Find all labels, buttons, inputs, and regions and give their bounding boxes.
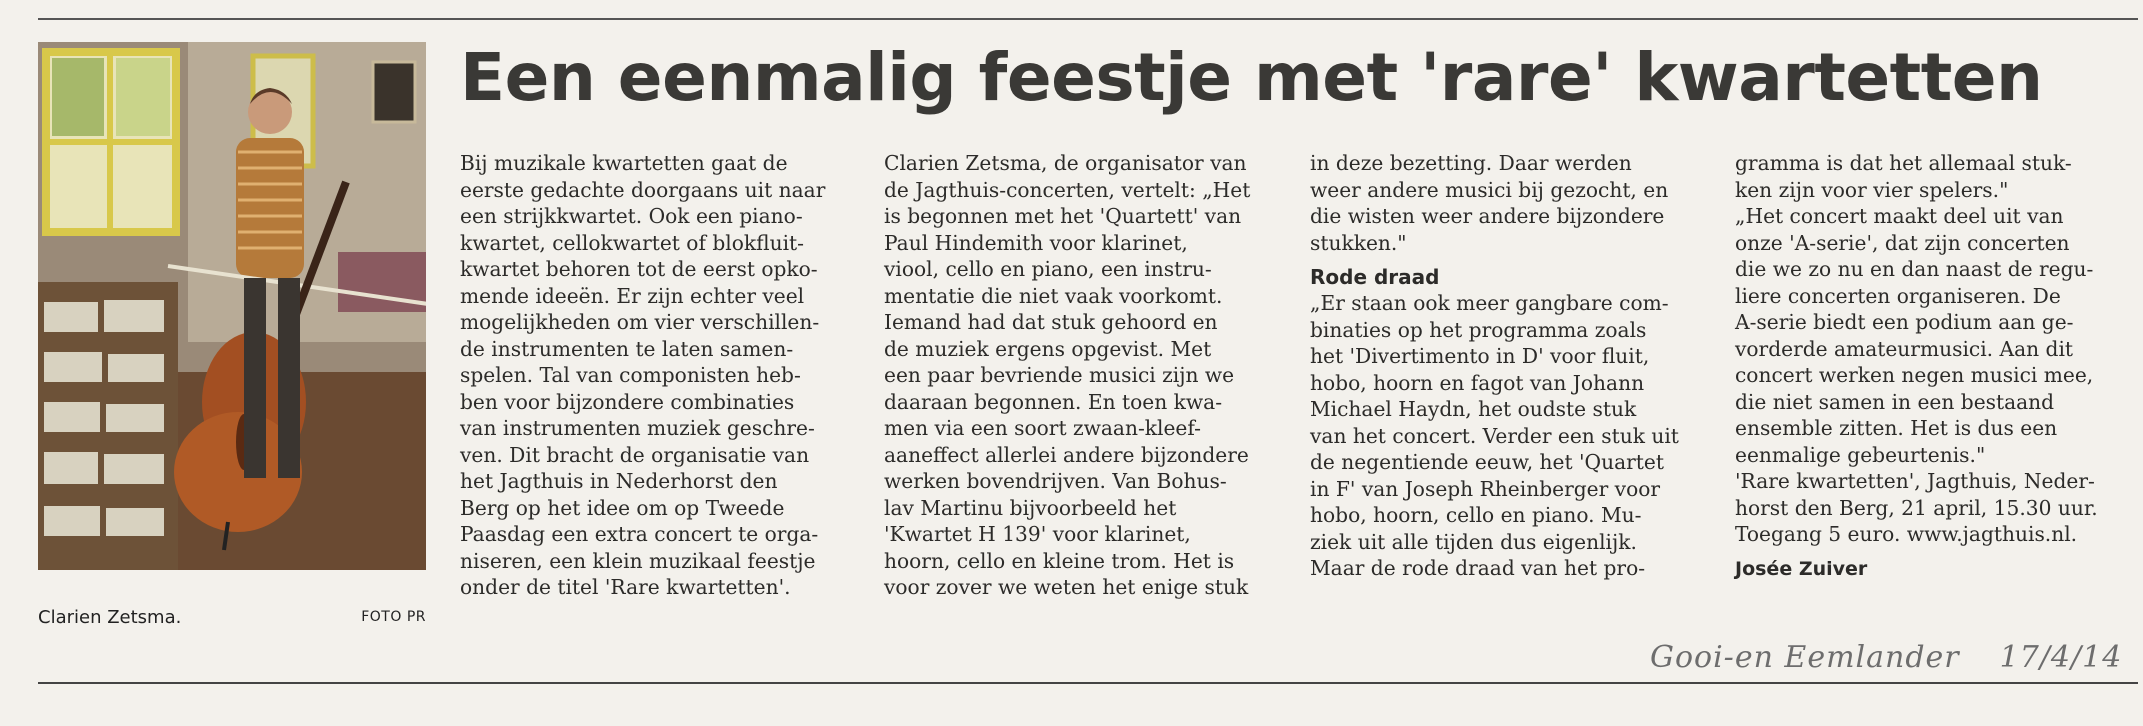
photo-caption [38,607,426,631]
text-line: ben voor bijzondere combinaties [460,389,795,414]
text-line: ensemble zitten. Het is dus een [1735,416,2058,440]
text-line: Maar de rode draad van het pro- [1310,556,1646,580]
text-line: mentatie die niet vaak voorkomt. [884,283,1223,308]
article-column-1 [460,150,865,601]
text-line: hoorn, cello en kleine trom. Het is [884,548,1235,573]
text-line: binaties op het programma zoals [1310,317,1647,342]
cellist-illustration [38,42,426,570]
text-line: in F' van Joseph Rheinberger voor [1310,476,1661,501]
text-line: Iemand had dat stuk gehoord en [884,310,1218,334]
text-line: kwartet, cellokwartet of blokfluit- [460,230,804,255]
text-line: Clarien Zetsma, de organisator van [884,151,1247,175]
article-author: Josée Zuiver [1735,557,1868,580]
text-line: „Het concert maakt deel uit van [1735,204,2064,228]
handwritten-date: 17/4/14 [1999,640,2123,675]
article-column-3 [1310,150,1715,582]
text-line: de Jagthuis-concerten, vertelt: „Het [884,177,1251,202]
text-line: hobo, hoorn en fagot van Johann [1310,370,1645,395]
text-line: onze 'A-serie', dat zijn concerten [1735,230,2070,255]
article-column-2 [884,150,1289,601]
text-line: een strijkkwartet. Ook een piano- [460,204,803,228]
text-line: hobo, hoorn, cello en piano. Mu- [1310,503,1642,527]
article-column-4 [1735,150,2140,582]
text-line: eenmalige gebeurtenis." [1735,442,1986,467]
text-line: ziek uit alle tijden dus eigenlijk. [1310,529,1637,554]
text-line: kwartet behoren tot de eerst opko- [460,257,818,281]
text-line: 'Rare kwartetten', Jagthuis, Neder- [1735,469,2095,493]
text-line: in deze bezetting. Daar werden [1310,151,1632,175]
text-line: lav Martinu bijvoorbeeld het [884,495,1177,520]
text-line: men via een soort zwaan-kleef- [884,416,1201,440]
article-photo [38,42,426,570]
text-line: de negentiende eeuw, het 'Quartet [1310,450,1664,474]
text-line: mende ideeën. Er zijn echter veel [460,283,805,308]
text-line: die we zo nu en dan naast de regu- [1735,257,2094,281]
text-line: weer andere musici bij gezocht, en [1310,177,1669,202]
section-subhead: Rode draad [1310,265,1440,289]
text-line: „Er staan ook meer gangbare com- [1310,291,1669,315]
text-line: niseren, een klein muzikaal feestje [460,548,816,573]
text-line: Michael Haydn, het oudste stuk [1310,397,1637,421]
text-line: liere concerten organiseren. De [1735,283,2061,308]
text-line: van instrumenten muziek geschre- [460,416,815,440]
text-line: Paasdag een extra concert te orga- [460,522,819,546]
text-line: concert werken negen musici mee, [1735,363,2094,387]
text-line: van het concert. Verder een stuk uit [1310,423,1679,448]
text-line: het 'Divertimento in D' voor fluit, [1310,344,1650,368]
text-line: Toegang 5 euro. www.jagthuis.nl. [1735,522,2078,546]
text-line: Paul Hindemith voor klarinet, [884,230,1188,255]
text-line: werken bovendrijven. Van Bohus- [884,469,1227,493]
text-line: gramma is dat het allemaal stuk- [1735,151,2072,175]
text-line: Berg op het idee om op Tweede [460,495,785,520]
text-line: ven. Dit bracht de organisatie van [460,442,810,467]
text-line: daaraan begonnen. En toen kwa- [884,389,1223,414]
text-line: een paar bevriende musici zijn we [884,363,1235,387]
text-line: de instrumenten te laten samen- [460,336,794,361]
handwritten-source: Gooi-en Eemlander [1650,640,1960,675]
text-line: Bij muzikale kwartetten gaat de [460,151,788,175]
text-line: 'Kwartet H 139' voor klarinet, [884,522,1191,546]
text-line: aaneffect allerlei andere bijzondere [884,442,1249,467]
text-line: horst den Berg, 21 april, 15.30 uur. [1735,495,2098,520]
text-line: eerste gedachte doorgaans uit naar [460,177,826,202]
text-line: is begonnen met het 'Quartett' van [884,204,1242,228]
text-line: ken zijn voor vier spelers." [1735,177,2009,202]
handwritten-annotation [1650,640,2140,690]
text-line: stukken." [1310,230,1407,255]
caption-text: Clarien Zetsma. [38,607,182,628]
text-line: vorderde amateurmusici. Aan dit [1735,336,2074,361]
top-rule [38,18,2138,20]
text-line: viool, cello en piano, een instru- [884,257,1212,281]
text-line: het Jagthuis in Nederhorst den [460,469,778,493]
text-line: onder de titel 'Rare kwartetten'. [460,575,791,599]
text-line: A-serie biedt een podium aan ge- [1735,310,2074,334]
text-line: spelen. Tal van componisten heb- [460,363,801,387]
text-line: de muziek ergens opgevist. Met [884,336,1212,361]
photo-credit: FOTO PR [361,609,426,625]
text-line: voor zover we weten het enige stuk [884,575,1249,599]
text-line: die niet samen in een bestaand [1735,389,2055,414]
text-line: die wisten weer andere bijzondere [1310,204,1665,228]
article-headline: Een eenmalig feestje met 'rare' kwartetten [460,39,2043,116]
text-line: mogelijkheden om vier verschillen- [460,310,820,334]
